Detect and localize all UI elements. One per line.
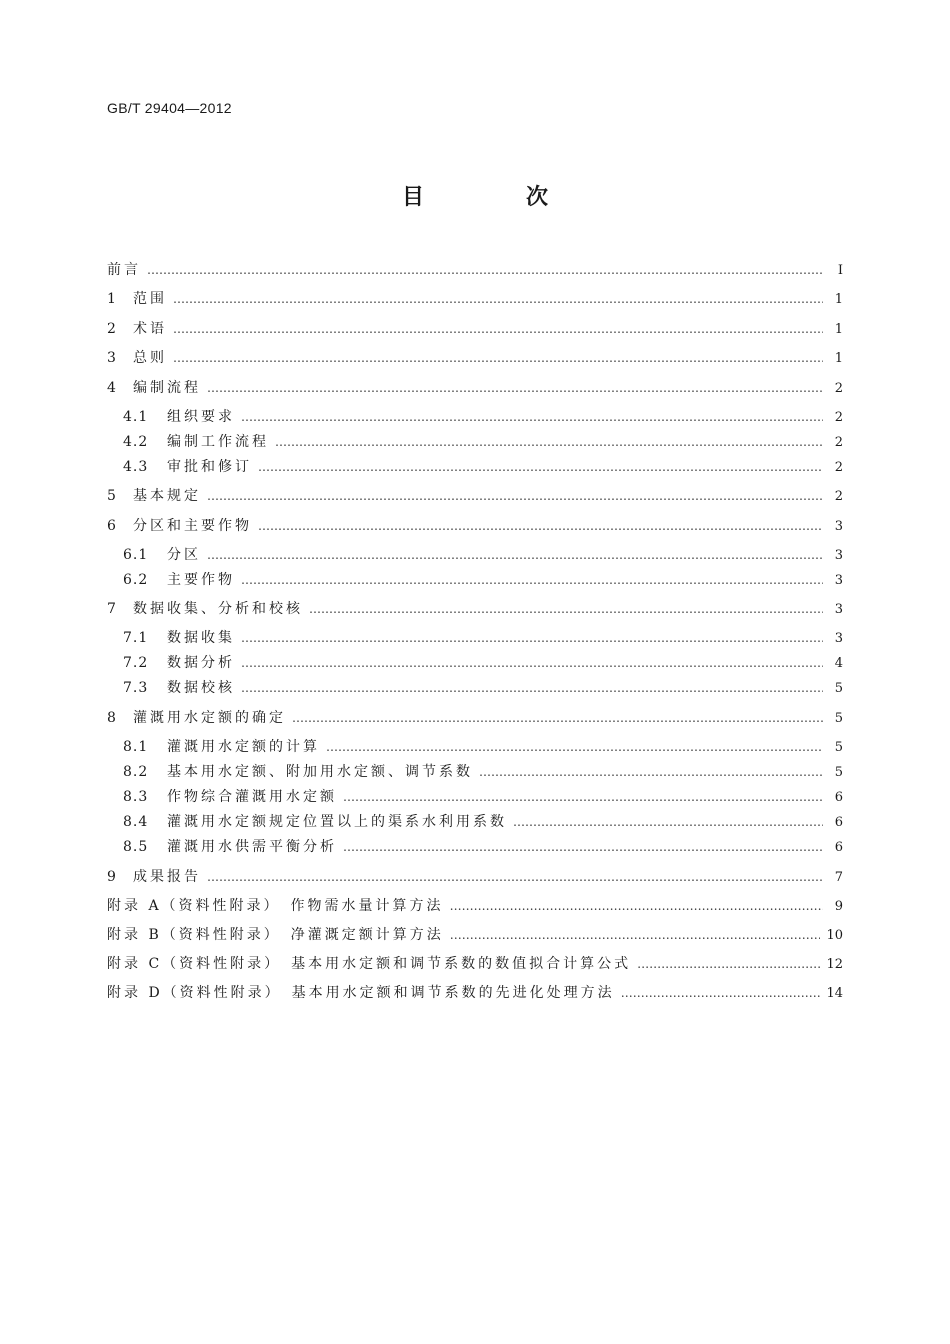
toc-entry-label: 主要作物 [167, 572, 235, 588]
toc-entry[interactable] [107, 346, 843, 370]
toc-entry-page: 6 [834, 840, 843, 855]
toc-leader-dots [241, 651, 823, 675]
toc-entry-page: 2 [834, 489, 843, 504]
toc-entry[interactable] [123, 543, 843, 567]
toc-entry-page: 5 [834, 681, 843, 696]
toc-entry-number: 3 [107, 350, 117, 366]
toc-entry-number: 8.2 [123, 764, 149, 780]
toc-entry[interactable] [123, 735, 843, 759]
toc-entry-page: 14 [826, 986, 843, 1001]
standard-code: GB/T 29404—2012 [107, 100, 232, 116]
toc-entry-page: 6 [834, 815, 843, 830]
toc-entry[interactable] [107, 706, 843, 730]
toc-entry-label: 数据收集、分析和校核 [133, 601, 303, 617]
toc-entry-page: 2 [834, 410, 843, 425]
toc-entry-label: 范围 [133, 291, 167, 307]
toc-entry-number: 4.2 [123, 434, 149, 450]
toc-entry-page: 3 [834, 602, 843, 617]
toc-entry-number: 4.1 [123, 409, 149, 425]
toc-entry[interactable] [123, 626, 843, 650]
page-title: 目 次 [401, 185, 588, 210]
toc-leader-dots [450, 923, 821, 947]
toc-entry-page: 12 [826, 957, 843, 972]
toc-leader-dots [275, 430, 823, 454]
toc-entry-label: 成果报告 [133, 869, 201, 885]
toc-leader-dots [343, 835, 823, 859]
toc-entry-number: 6.1 [123, 547, 149, 563]
toc-entry[interactable] [107, 317, 843, 341]
toc-entry-page: 2 [834, 435, 843, 450]
toc-entry-number: 1 [107, 291, 117, 307]
toc-entry-label: 作物综合灌溉用水定额 [167, 789, 337, 805]
toc-leader-dots [241, 676, 823, 700]
toc-leader-dots [637, 952, 820, 976]
toc-leader-dots [173, 317, 823, 341]
toc-entry-page: 5 [834, 711, 843, 726]
toc-entry-page: Ⅰ [837, 263, 843, 278]
toc-entry-number: 7 [107, 601, 117, 617]
toc-entry[interactable] [123, 430, 843, 454]
toc-entry-page: 4 [834, 656, 843, 671]
toc-entry-label: 基本规定 [133, 488, 201, 504]
toc-entry[interactable] [107, 894, 843, 918]
toc-entry[interactable] [107, 952, 843, 976]
toc-entry-number: 7.3 [123, 680, 149, 696]
toc-leader-dots [241, 626, 823, 650]
toc-entry-number: 5 [107, 488, 117, 504]
toc-leader-dots [292, 706, 823, 730]
toc-entry-label: 前言 [107, 262, 141, 278]
toc-entry-label: 灌溉用水定额的确定 [133, 710, 286, 726]
toc-entry-label: 灌溉用水供需平衡分析 [167, 839, 337, 855]
toc-leader-dots [621, 981, 821, 1005]
toc-entry-number: 9 [107, 869, 117, 885]
toc-entry-number: 8.5 [123, 839, 149, 855]
toc-entry-label: 数据收集 [167, 630, 235, 646]
toc-entry[interactable] [123, 835, 843, 859]
toc-leader-dots [173, 346, 823, 370]
toc-entry-page: 1 [834, 351, 843, 366]
toc-entry-number: 7.2 [123, 655, 149, 671]
toc-leader-dots [207, 484, 823, 508]
toc-leader-dots [513, 810, 823, 834]
toc-leader-dots [207, 865, 823, 889]
toc-entry-number: 8.4 [123, 814, 149, 830]
toc-entry-label: 灌溉用水定额规定位置以上的渠系水利用系数 [167, 814, 507, 830]
toc-entry[interactable] [107, 981, 843, 1005]
toc-entry-label: 基本用水定额、附加用水定额、调节系数 [167, 764, 473, 780]
toc-entry-page: 3 [834, 631, 843, 646]
toc-entry-page: 5 [834, 765, 843, 780]
toc-entry-label: 数据校核 [167, 680, 235, 696]
toc-entry-page: 10 [826, 928, 843, 943]
toc-entry[interactable] [123, 785, 843, 809]
toc-entry-label: 附录 B（资料性附录） 净灌溉定额计算方法 [107, 927, 444, 943]
toc-entry[interactable] [123, 760, 843, 784]
toc-leader-dots [207, 543, 823, 567]
toc-entry-number: 4 [107, 380, 117, 396]
toc-entry[interactable] [107, 865, 843, 889]
toc-leader-dots [258, 455, 823, 479]
toc-entry[interactable] [107, 597, 843, 621]
toc-leader-dots [309, 597, 823, 621]
toc-entry[interactable] [123, 405, 843, 429]
toc-entry[interactable] [107, 484, 843, 508]
toc-entry-number: 8.1 [123, 739, 149, 755]
toc-entry[interactable] [123, 455, 843, 479]
toc-entry-number: 6 [107, 518, 117, 534]
toc-entry-label: 灌溉用水定额的计算 [167, 739, 320, 755]
toc-entry-page: 3 [834, 573, 843, 588]
toc-entry-page: 7 [834, 870, 843, 885]
toc-leader-dots [343, 785, 823, 809]
toc-entry-page: 5 [834, 740, 843, 755]
toc-entry-label: 编制流程 [133, 380, 201, 396]
toc-entry-number: 4.3 [123, 459, 149, 475]
toc-entry-number: 2 [107, 321, 117, 337]
toc-leader-dots [147, 258, 823, 282]
toc-leader-dots [241, 405, 823, 429]
toc-leader-dots [241, 568, 823, 592]
toc-entry-label: 附录 A（资料性附录） 作物需水量计算方法 [107, 898, 444, 914]
toc-entry-number: 7.1 [123, 630, 149, 646]
toc-entry[interactable] [123, 676, 843, 700]
toc-entry-label: 术语 [133, 321, 167, 337]
toc-entry-page: 9 [834, 899, 843, 914]
toc-entry-page: 1 [834, 322, 843, 337]
toc-entry[interactable] [107, 923, 843, 947]
toc-entry-number: 6.2 [123, 572, 149, 588]
toc-entry-number: 8.3 [123, 789, 149, 805]
toc-entry[interactable] [107, 258, 843, 282]
toc-entry[interactable] [107, 514, 843, 538]
toc-entry[interactable] [123, 651, 843, 675]
toc-entry-label: 总则 [133, 350, 167, 366]
toc-entry-label: 审批和修订 [167, 459, 252, 475]
toc-leader-dots [479, 760, 823, 784]
toc-entry[interactable] [123, 568, 843, 592]
toc-entry-number: 8 [107, 710, 117, 726]
toc-entry-label: 附录 D（资料性附录） 基本用水定额和调节系数的先进化处理方法 [107, 985, 615, 1001]
toc-entry-page: 6 [834, 790, 843, 805]
toc-entry-label: 分区 [167, 547, 201, 563]
toc-leader-dots [326, 735, 823, 759]
toc-entry-page: 2 [834, 460, 843, 475]
toc-entry-label: 编制工作流程 [167, 434, 269, 450]
toc-leader-dots [450, 894, 823, 918]
toc-entry-page: 1 [834, 292, 843, 307]
toc-leader-dots [173, 287, 823, 311]
toc-entry-label: 附录 C（资料性附录） 基本用水定额和调节系数的数值拟合计算公式 [107, 956, 632, 972]
toc-leader-dots [258, 514, 823, 538]
toc-entry-page: 3 [834, 519, 843, 534]
toc-entry-label: 数据分析 [167, 655, 235, 671]
toc-entry-page: 2 [834, 381, 843, 396]
toc-leader-dots [207, 376, 823, 400]
toc-entry[interactable] [107, 287, 843, 311]
toc-entry[interactable] [107, 376, 843, 400]
toc-entry-label: 组织要求 [167, 409, 235, 425]
toc-entry-label: 分区和主要作物 [133, 518, 252, 534]
toc-entry-page: 3 [834, 548, 843, 563]
toc-entry[interactable] [123, 810, 843, 834]
